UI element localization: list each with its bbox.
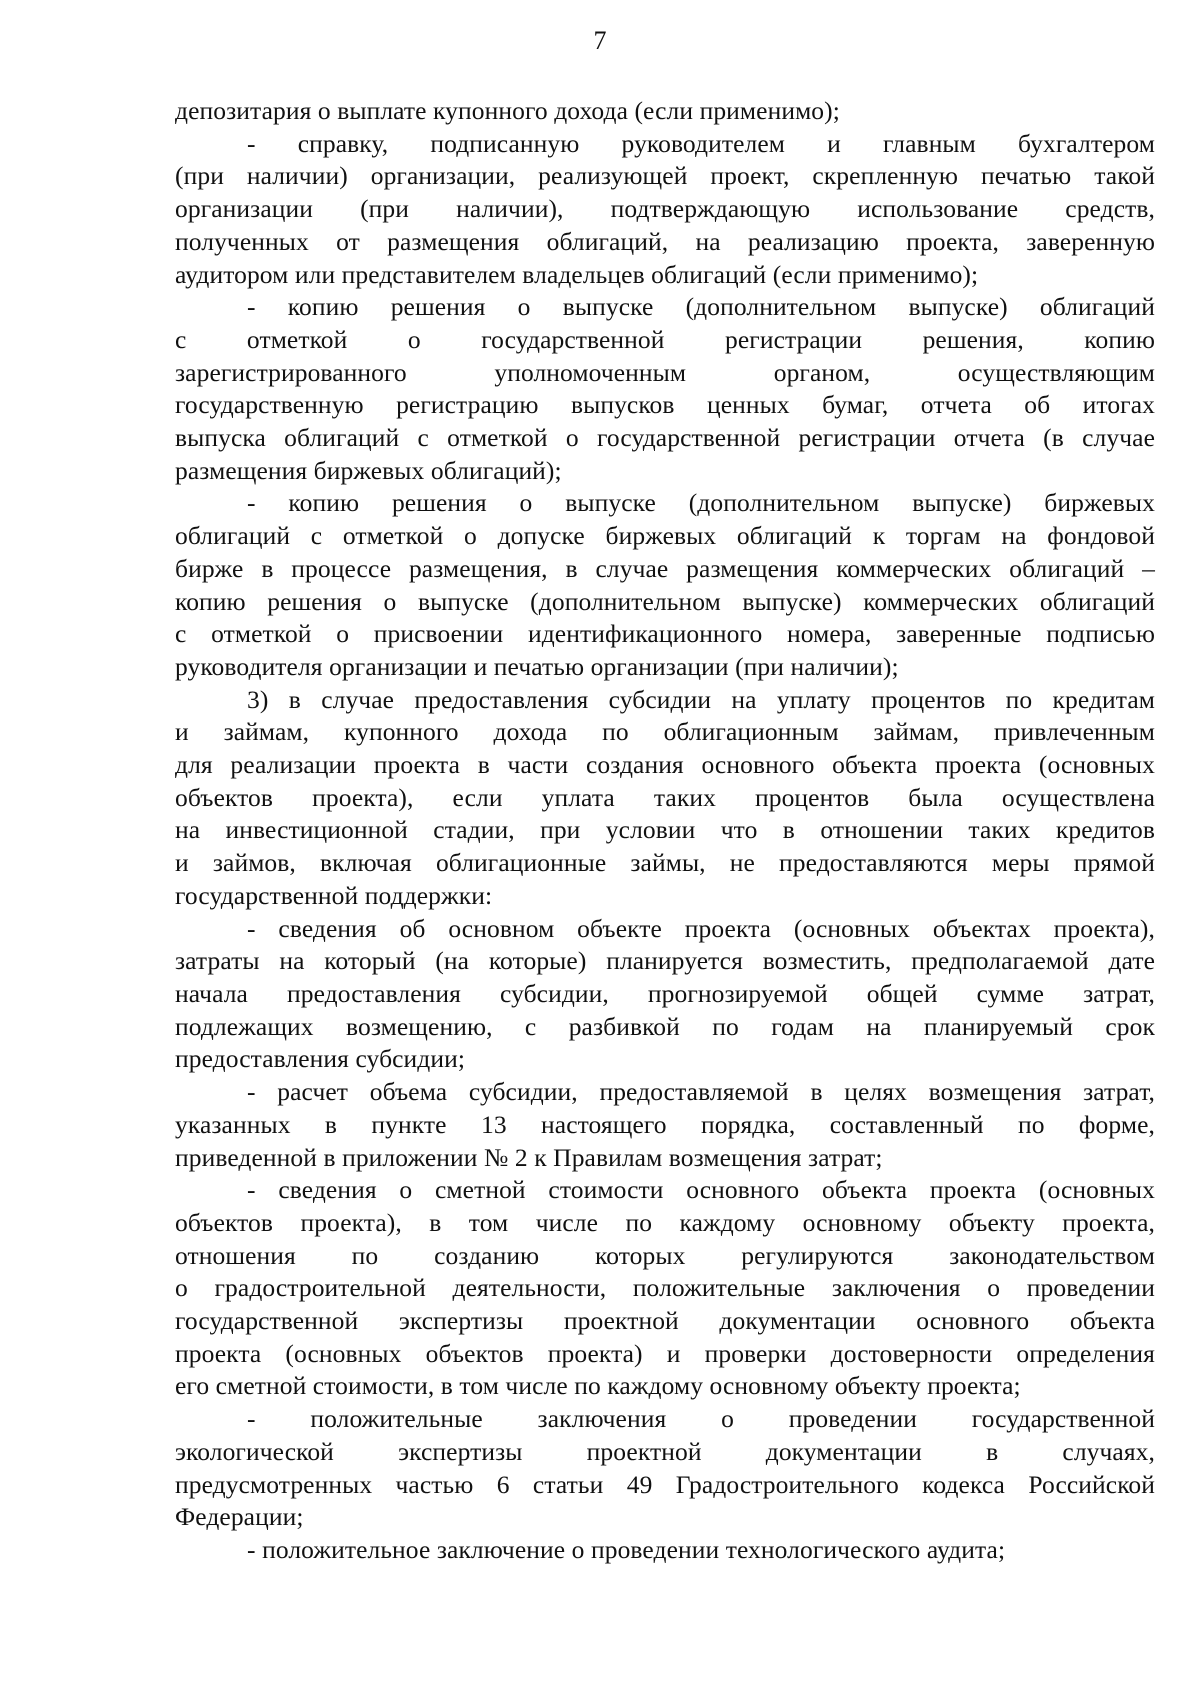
text-line: его сметной стоимости, в том числе по каждому основному объекту проекта; xyxy=(175,1371,1021,1401)
text-line: облигаций с отметкой о допуске биржевых облигаций к торгам на фондовой xyxy=(175,521,1155,551)
text-line: зарегистрированного уполномоченным органом, осуществляющим xyxy=(175,357,1155,387)
text-line: экологической экспертизы проектной документации в случаях, xyxy=(175,1436,1155,1466)
text-line: руководителя организации и печатью организации (при наличии); xyxy=(175,651,899,681)
text-line: - сведения о сметной стоимости основного объекта проекта (основных xyxy=(247,1175,1155,1205)
text-line: объектов проекта), в том числе по каждому основному объекту проекта, xyxy=(175,1207,1155,1237)
text-line: указанных в пункте 13 настоящего порядка, составленный по форме, xyxy=(175,1109,1155,1139)
text-line: начала предоставления субсидии, прогнозируемой общей сумме затрат, xyxy=(175,978,1155,1008)
text-line: - копию решения о выпуске (дополнительном выпуске) облигаций xyxy=(247,292,1155,322)
text-line: - копию решения о выпуске (дополнительном выпуске) биржевых xyxy=(247,488,1155,518)
text-line: размещения биржевых облигаций); xyxy=(175,455,562,485)
page-number: 7 xyxy=(593,26,607,55)
text-line: организации (при наличии), подтверждающую использование средств, xyxy=(175,194,1155,224)
text-line: Федерации; xyxy=(175,1502,304,1532)
text-line: с отметкой о присвоении идентификационного номера, заверенные подписью xyxy=(175,619,1155,649)
text-line: объектов проекта), если уплата таких процентов была осуществлена xyxy=(175,782,1155,812)
text-line: приведенной в приложении № 2 к Правилам возмещения затрат; xyxy=(175,1142,883,1172)
text-line: аудитором или представителем владельцев облигаций (если применимо); xyxy=(175,259,979,289)
text-line: - расчет объема субсидии, предоставляемой в целях возмещения затрат, xyxy=(247,1077,1155,1107)
text-line: государственную регистрацию выпусков ценных бумаг, отчета об итогах xyxy=(175,390,1155,420)
text-line: выпуска облигаций с отметкой о государственной регистрации отчета (в случае xyxy=(175,423,1155,453)
text-line: и займов, включая облигационные займы, не предоставляются меры прямой xyxy=(175,848,1155,878)
text-line: копию решения о выпуске (дополнительном выпуске) коммерческих облигаций xyxy=(175,586,1155,616)
text-line: - положительное заключение о проведении технологического аудита; xyxy=(247,1534,1006,1564)
text-line: на инвестиционной стадии, при условии что в отношении таких кредитов xyxy=(175,815,1155,845)
text-line: предоставления субсидии; xyxy=(175,1044,466,1074)
text-line: с отметкой о государственной регистрации решения, копию xyxy=(175,324,1155,354)
text-line: проекта (основных объектов проекта) и проверки достоверности определения xyxy=(175,1338,1155,1368)
text-line: затраты на который (на которые) планируется возместить, предполагаемой дате xyxy=(175,946,1155,976)
document-body xyxy=(175,95,1155,1567)
text-line: предусмотренных частью 6 статьи 49 Градостроительного кодекса Российской xyxy=(175,1469,1155,1499)
text-line: о градостроительной деятельности, положительные заключения о проведении xyxy=(175,1273,1155,1303)
text-line: подлежащих возмещению, с разбивкой по годам на планируемый срок xyxy=(175,1011,1155,1041)
text-line: и займам, купонного дохода по облигационным займам, привлеченным xyxy=(175,717,1155,747)
text-line: 3) в случае предоставления субсидии на уплату процентов по кредитам xyxy=(247,684,1155,714)
text-line: государственной экспертизы проектной документации основного объекта xyxy=(175,1306,1155,1336)
text-line: отношения по созданию которых регулируются законодательством xyxy=(175,1240,1155,1270)
text-line: - сведения об основном объекте проекта (основных объектах проекта), xyxy=(247,913,1155,943)
text-line: депозитария о выплате купонного дохода (если применимо); xyxy=(175,96,840,125)
text-line: для реализации проекта в части создания основного объекта проекта (основных xyxy=(175,750,1155,780)
text-line: - положительные заключения о проведении государственной xyxy=(247,1404,1155,1434)
text-line: (при наличии) организации, реализующей проект, скрепленную печатью такой xyxy=(175,161,1155,191)
text-line: полученных от размещения облигаций, на реализацию проекта, заверенную xyxy=(175,226,1155,256)
text-line: государственной поддержки: xyxy=(175,880,493,910)
text-line: бирже в процессе размещения, в случае размещения коммерческих облигаций – xyxy=(175,553,1155,583)
text-line: - справку, подписанную руководителем и главным бухгалтером xyxy=(247,128,1155,158)
